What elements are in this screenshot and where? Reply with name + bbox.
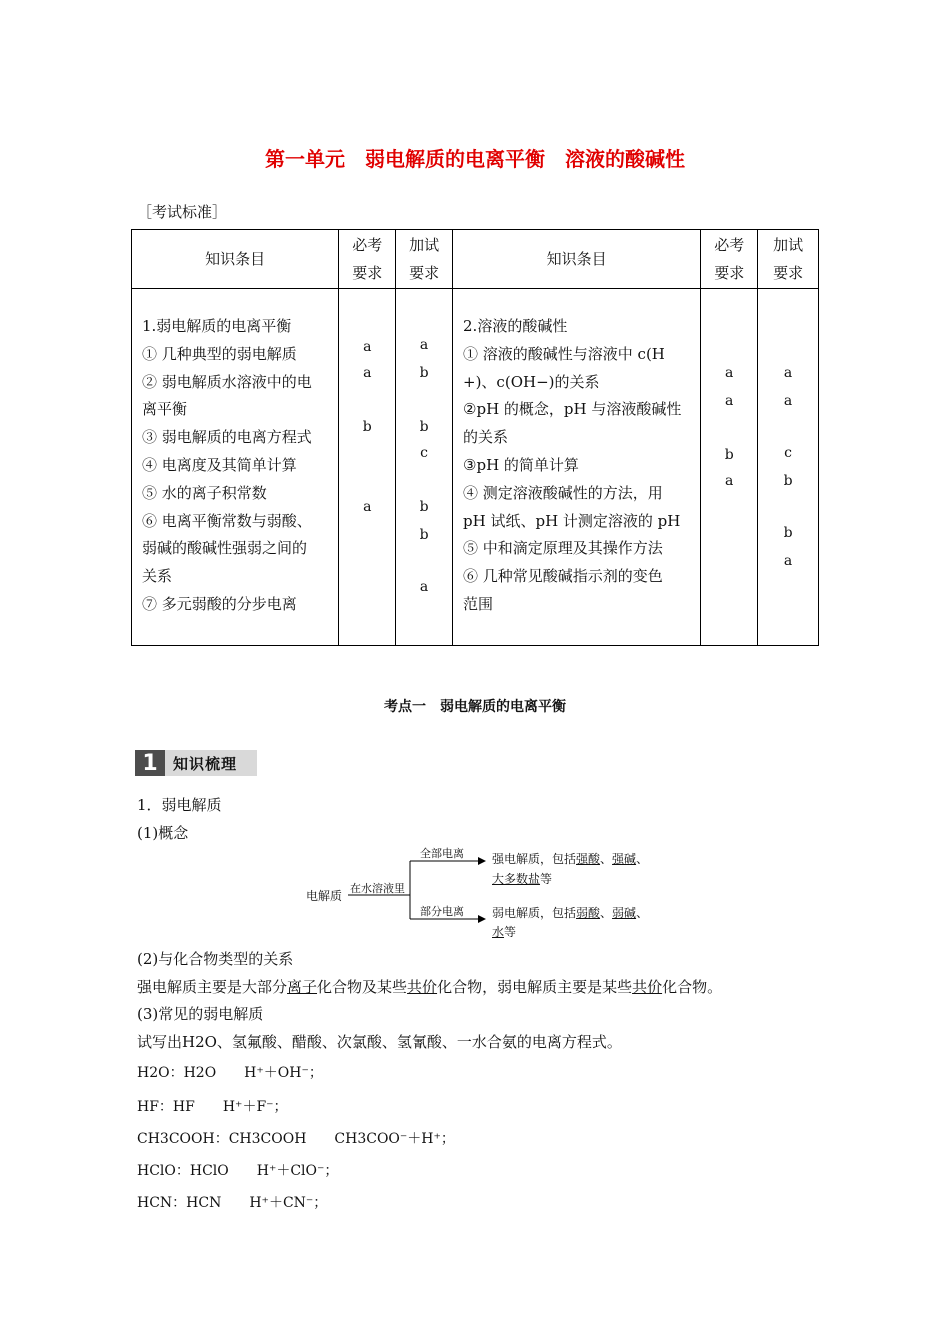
left-items-cell (132, 289, 339, 646)
diagram-text: 弱电解质，包括 (492, 906, 577, 920)
header-item-left: 知识条目 (132, 230, 339, 289)
header-extra-line2: 要求 (773, 264, 804, 282)
diagram-text: 、 (600, 852, 613, 866)
header-required-left (339, 230, 396, 289)
answer-blank: 共价 (407, 978, 438, 996)
right-required-cell (701, 289, 758, 646)
diagram-weak-line1 (492, 904, 648, 921)
left-item: ③ 弱电解质的电离方程式 (142, 428, 312, 447)
right-item: ① 溶液的酸碱性与溶液中 c(H (463, 344, 665, 363)
equation-line: HClO：HClO H⁺＋ClO⁻； (137, 1163, 339, 1179)
level-mark: a (419, 337, 429, 353)
diagram-root: 电解质 (306, 889, 343, 903)
section-title: 考点一 弱电解质的电离平衡 (384, 699, 566, 715)
level-mark: a (783, 365, 793, 381)
header-required-right (701, 230, 758, 289)
level-mark: b (783, 473, 793, 489)
level-mark: a (363, 339, 372, 355)
right-item: ⑥ 几种常见酸碱指示剂的变色 (463, 567, 663, 586)
header-required-line2: 要求 (352, 264, 383, 282)
diagram-answer: 强酸 (576, 852, 601, 866)
badge-number: 1 (135, 750, 165, 776)
level-mark: b (419, 365, 429, 381)
page-title: 第一单元 弱电解质的电离平衡 溶液的酸碱性 (265, 147, 685, 171)
diagram-text: 强电解质，包括 (492, 852, 577, 866)
text-run: 化合物，弱电解质主要是某些 (437, 978, 633, 996)
level-mark: a (725, 365, 734, 381)
left-required-cell (339, 289, 396, 646)
diagram-branch-top: 全部电离 (420, 847, 464, 860)
diagram-branch-bottom: 部分电离 (420, 905, 464, 918)
subheading-common-weak: (3)常见的弱电解质 (137, 1005, 264, 1023)
diagram-strong-line1 (492, 850, 648, 867)
standard-table (131, 229, 819, 646)
right-item: ③pH 的简单计算 (463, 455, 579, 474)
diagram-weak-line2 (492, 923, 516, 940)
level-mark: a (783, 553, 793, 569)
equation-line: CH3COOH：CH3COOH CH3COO⁻＋H⁺； (137, 1131, 455, 1147)
diagram-text: 等 (540, 872, 553, 886)
badge-label: 知识梳理 (173, 754, 238, 773)
left-item: ① 几种典型的弱电解质 (142, 344, 297, 363)
level-mark: c (420, 445, 429, 461)
level-mark: a (419, 579, 429, 595)
diagram-answer: 强碱 (612, 852, 637, 866)
right-item: 的关系 (463, 428, 509, 447)
level-mark: b (419, 419, 429, 435)
diagram-text: 等 (504, 925, 517, 939)
diagram-text: 、 (636, 852, 649, 866)
level-mark: a (363, 499, 372, 515)
subheading-compound-type: (2)与化合物类型的关系 (137, 950, 294, 968)
header-extra-line2: 要求 (409, 264, 440, 282)
header-item-right: 知识条目 (453, 230, 701, 289)
left-item: 关系 (142, 567, 173, 586)
left-item: 1.弱电解质的电离平衡 (142, 317, 292, 335)
left-item: ⑥ 电离平衡常数与弱酸、 (142, 511, 312, 530)
right-item: 范围 (463, 594, 494, 613)
level-mark: c (784, 445, 792, 461)
left-item: ② 弱电解质水溶液中的电 (142, 372, 312, 391)
right-item: pH 试纸、pH 计测定溶液的 pH (463, 511, 681, 530)
diagram-text: 、 (636, 906, 649, 920)
level-mark: a (725, 473, 734, 489)
equation-line: HCN：HCN H⁺＋CN⁻； (137, 1195, 328, 1211)
right-item: +)、c(OH−)的关系 (463, 372, 600, 391)
level-mark: b (362, 419, 372, 435)
answer-blank: 离子 (287, 978, 318, 996)
answer-blank: 共价 (632, 978, 663, 996)
diagram-strong-line2 (492, 870, 552, 887)
text-run: 化合物。 (662, 978, 723, 996)
compound-type-text (137, 976, 722, 997)
level-mark: b (724, 447, 734, 463)
text-run: 强电解质主要是大部分 (137, 978, 288, 996)
level-mark: a (363, 365, 372, 381)
right-item: 2.溶液的酸碱性 (463, 317, 568, 335)
level-mark: a (783, 393, 793, 409)
header-required-line2: 要求 (714, 264, 745, 282)
diagram-answer: 弱酸 (576, 906, 601, 920)
equation-line: HF：HF H⁺＋F⁻； (137, 1099, 288, 1115)
exercise-prompt: 试写出H2O、氢氟酸、醋酸、次氯酸、氢氰酸、一水合氨的电离方程式。 (137, 1033, 622, 1051)
header-required-line1: 必考 (352, 236, 383, 254)
equation-line: H2O：H2O H⁺＋OH⁻； (137, 1065, 323, 1081)
diagram-answer: 大多数盐 (492, 872, 541, 886)
subheading-concept: (1)概念 (137, 824, 189, 842)
level-mark: b (419, 527, 429, 543)
right-item: ②pH 的概念，pH 与溶液酸碱性 (463, 400, 682, 419)
level-mark: b (783, 525, 793, 541)
level-mark: a (725, 393, 734, 409)
text-run: 化合物及某些 (317, 978, 408, 996)
left-item: ⑤ 水的离子积常数 (142, 483, 267, 502)
left-extra-cell (396, 289, 453, 646)
header-extra-line1: 加试 (773, 236, 804, 254)
header-extra-right (758, 230, 819, 289)
left-item: 离平衡 (142, 400, 188, 419)
header-extra-line1: 加试 (409, 236, 440, 254)
right-item: ④ 测定溶液酸碱性的方法，用 (463, 483, 663, 502)
heading-weak-electrolyte: 1．弱电解质 (137, 796, 222, 814)
concept-diagram (300, 845, 660, 945)
diagram-condition: 在水溶液里 (350, 882, 405, 895)
diagram-text: 、 (600, 906, 613, 920)
left-item: ⑦ 多元弱酸的分步电离 (142, 594, 297, 613)
left-item: ④ 电离度及其简单计算 (142, 455, 297, 474)
header-required-line1: 必考 (714, 236, 745, 254)
diagram-answer: 水 (492, 925, 505, 939)
standard-label: ［考试标准］ (137, 203, 228, 221)
right-items-cell (453, 289, 701, 646)
left-item: 弱碱的酸碱性强弱之间的 (142, 539, 308, 558)
diagram-answer: 弱碱 (612, 906, 637, 920)
right-extra-cell (758, 289, 819, 646)
level-mark: b (419, 499, 429, 515)
right-item: ⑤ 中和滴定原理及其操作方法 (463, 539, 663, 558)
knowledge-badge (135, 750, 257, 776)
header-extra-left (396, 230, 453, 289)
